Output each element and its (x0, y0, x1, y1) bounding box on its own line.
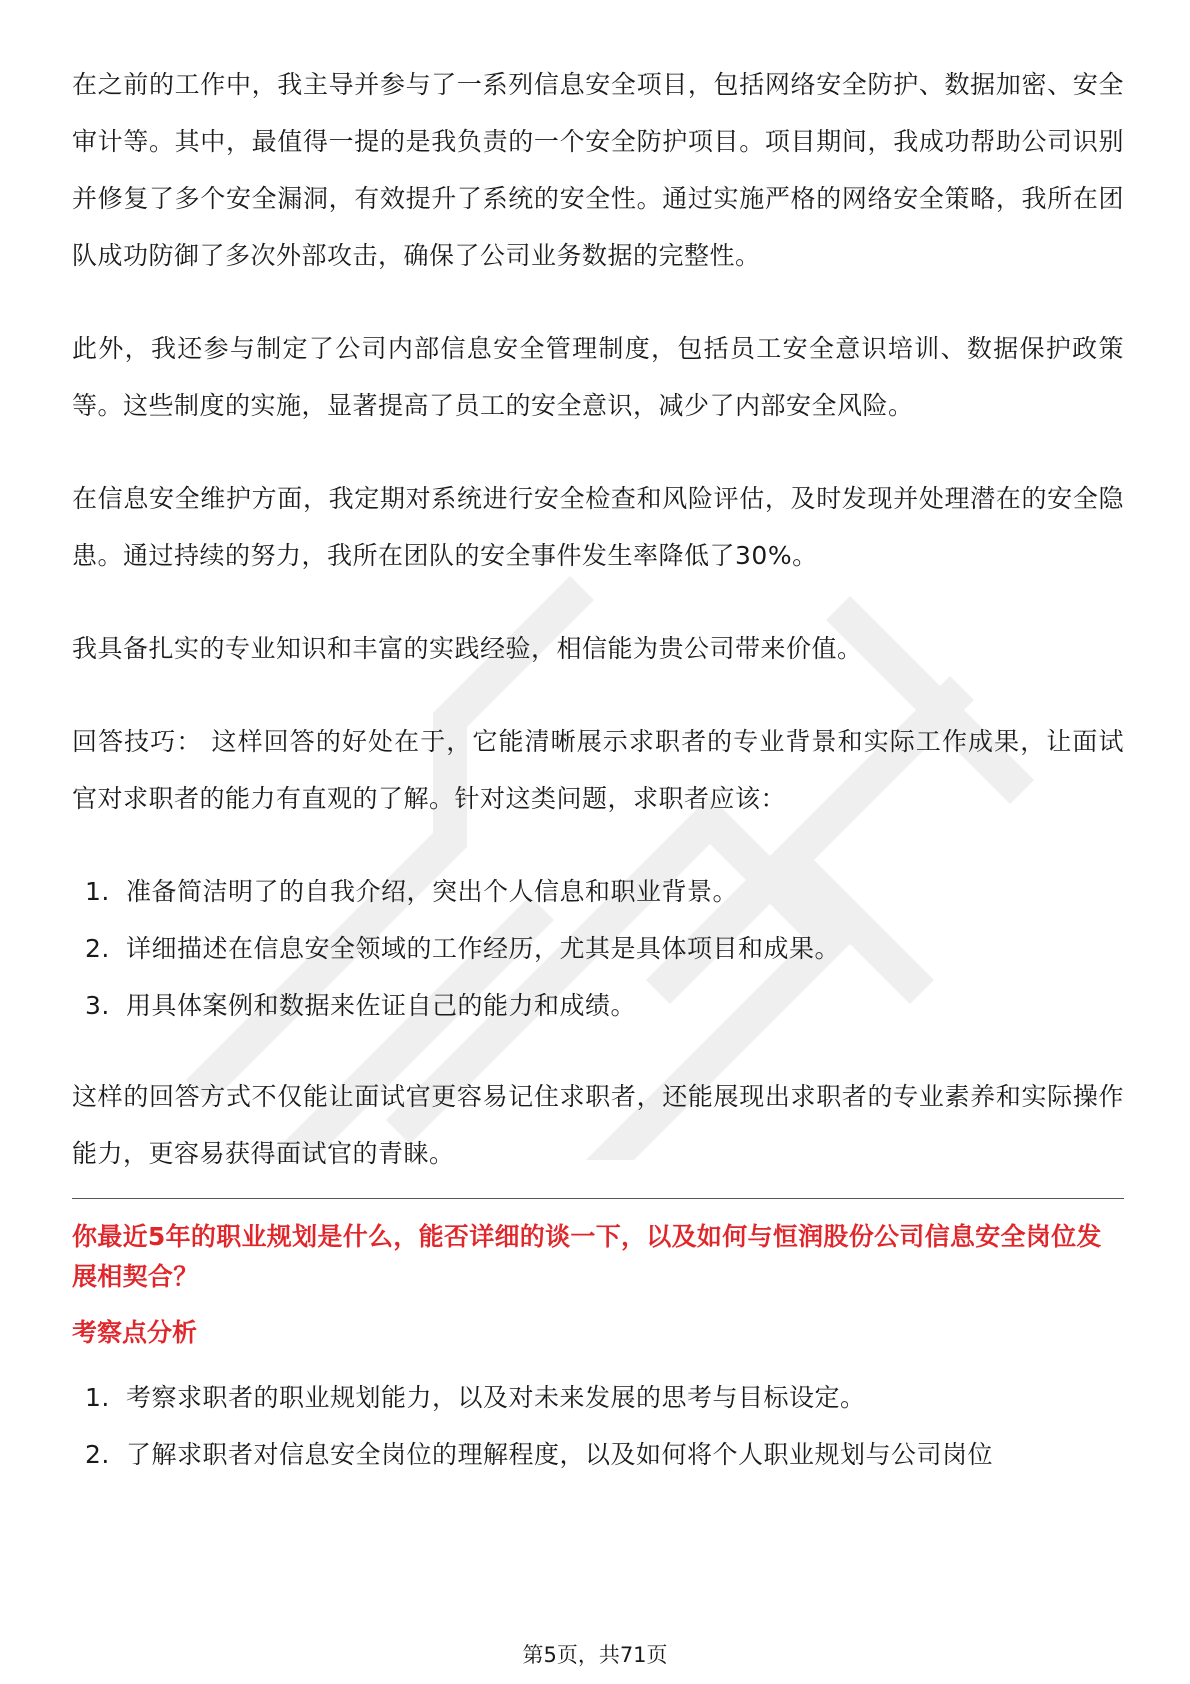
paragraph-security-policy: 此外，我还参与制定了公司内部信息安全管理制度，包括员工安全意识培训、数据保护政策等。这些制度的实施，显著提高了员工的安全意识，减少了内部安全风险。 (72, 334, 1124, 420)
list-item-text: 用具体案例和数据来佐证自己的能力和成绩。 (126, 991, 637, 1020)
list-number: 1. (85, 877, 110, 906)
list-item-text: 考察求职者的职业规划能力，以及对未来发展的思考与目标设定。 (126, 1383, 866, 1412)
list-number: 2. (85, 1440, 110, 1469)
list-item (72, 977, 1124, 1034)
question-heading: 你最近5年的职业规划是什么，能否详细的谈一下，以及如何与恒润股份公司信息安全岗位发展相契合？ (72, 1222, 1102, 1291)
paragraph-project-experience: 在之前的工作中，我主导并参与了一系列信息安全项目，包括网络安全防护、数据加密、安全审计等。其中，最值得一提的是我负责的一个安全防护项目。项目期间，我成功帮助公司识别并修复了多个安全漏洞，有效提升了系统的安全性。通过实施严格的网络安全策略，我所在团队成功防御了多次外部攻击，确保了公司业务数据的完整性。 (72, 70, 1124, 270)
analysis-list (72, 1369, 1124, 1483)
analysis-heading: 考察点分析 (72, 1318, 198, 1347)
tips-list (72, 863, 1124, 1034)
list-item (72, 920, 1124, 977)
paragraph-closing: 这样的回答方式不仅能让面试官更容易记住求职者，还能展现出求职者的专业素养和实际操作能力，更容易获得面试官的青睐。 (72, 1082, 1124, 1168)
list-number: 1. (85, 1383, 110, 1412)
paragraph-security-maintenance: 在信息安全维护方面，我定期对系统进行安全检查和风险评估，及时发现并处理潜在的安全隐患。通过持续的努力，我所在团队的安全事件发生率降低了30%。 (72, 484, 1124, 570)
list-number: 3. (85, 991, 110, 1020)
section-divider (72, 1198, 1124, 1199)
list-item-text: 详细描述在信息安全领域的工作经历，尤其是具体项目和成果。 (126, 934, 841, 963)
list-item (72, 1426, 1124, 1483)
list-number: 2. (85, 934, 110, 963)
page-number-footer: 第5页，共71页 (522, 1643, 668, 1667)
list-item-text: 准备简洁明了的自我介绍，突出个人信息和职业背景。 (126, 877, 739, 906)
list-item (72, 1369, 1124, 1426)
paragraph-value-statement: 我具备扎实的专业知识和丰富的实践经验，相信能为贵公司带来价值。 (72, 634, 863, 663)
list-item-text: 了解求职者对信息安全岗位的理解程度，以及如何将个人职业规划与公司岗位 (126, 1440, 994, 1469)
paragraph-answer-tips: 回答技巧： 这样回答的好处在于，它能清晰展示求职者的专业背景和实际工作成果，让面试官对求职者的能力有直观的了解。针对这类问题，求职者应该： (72, 727, 1124, 813)
list-item (72, 863, 1124, 920)
document-page (72, 56, 1124, 1517)
